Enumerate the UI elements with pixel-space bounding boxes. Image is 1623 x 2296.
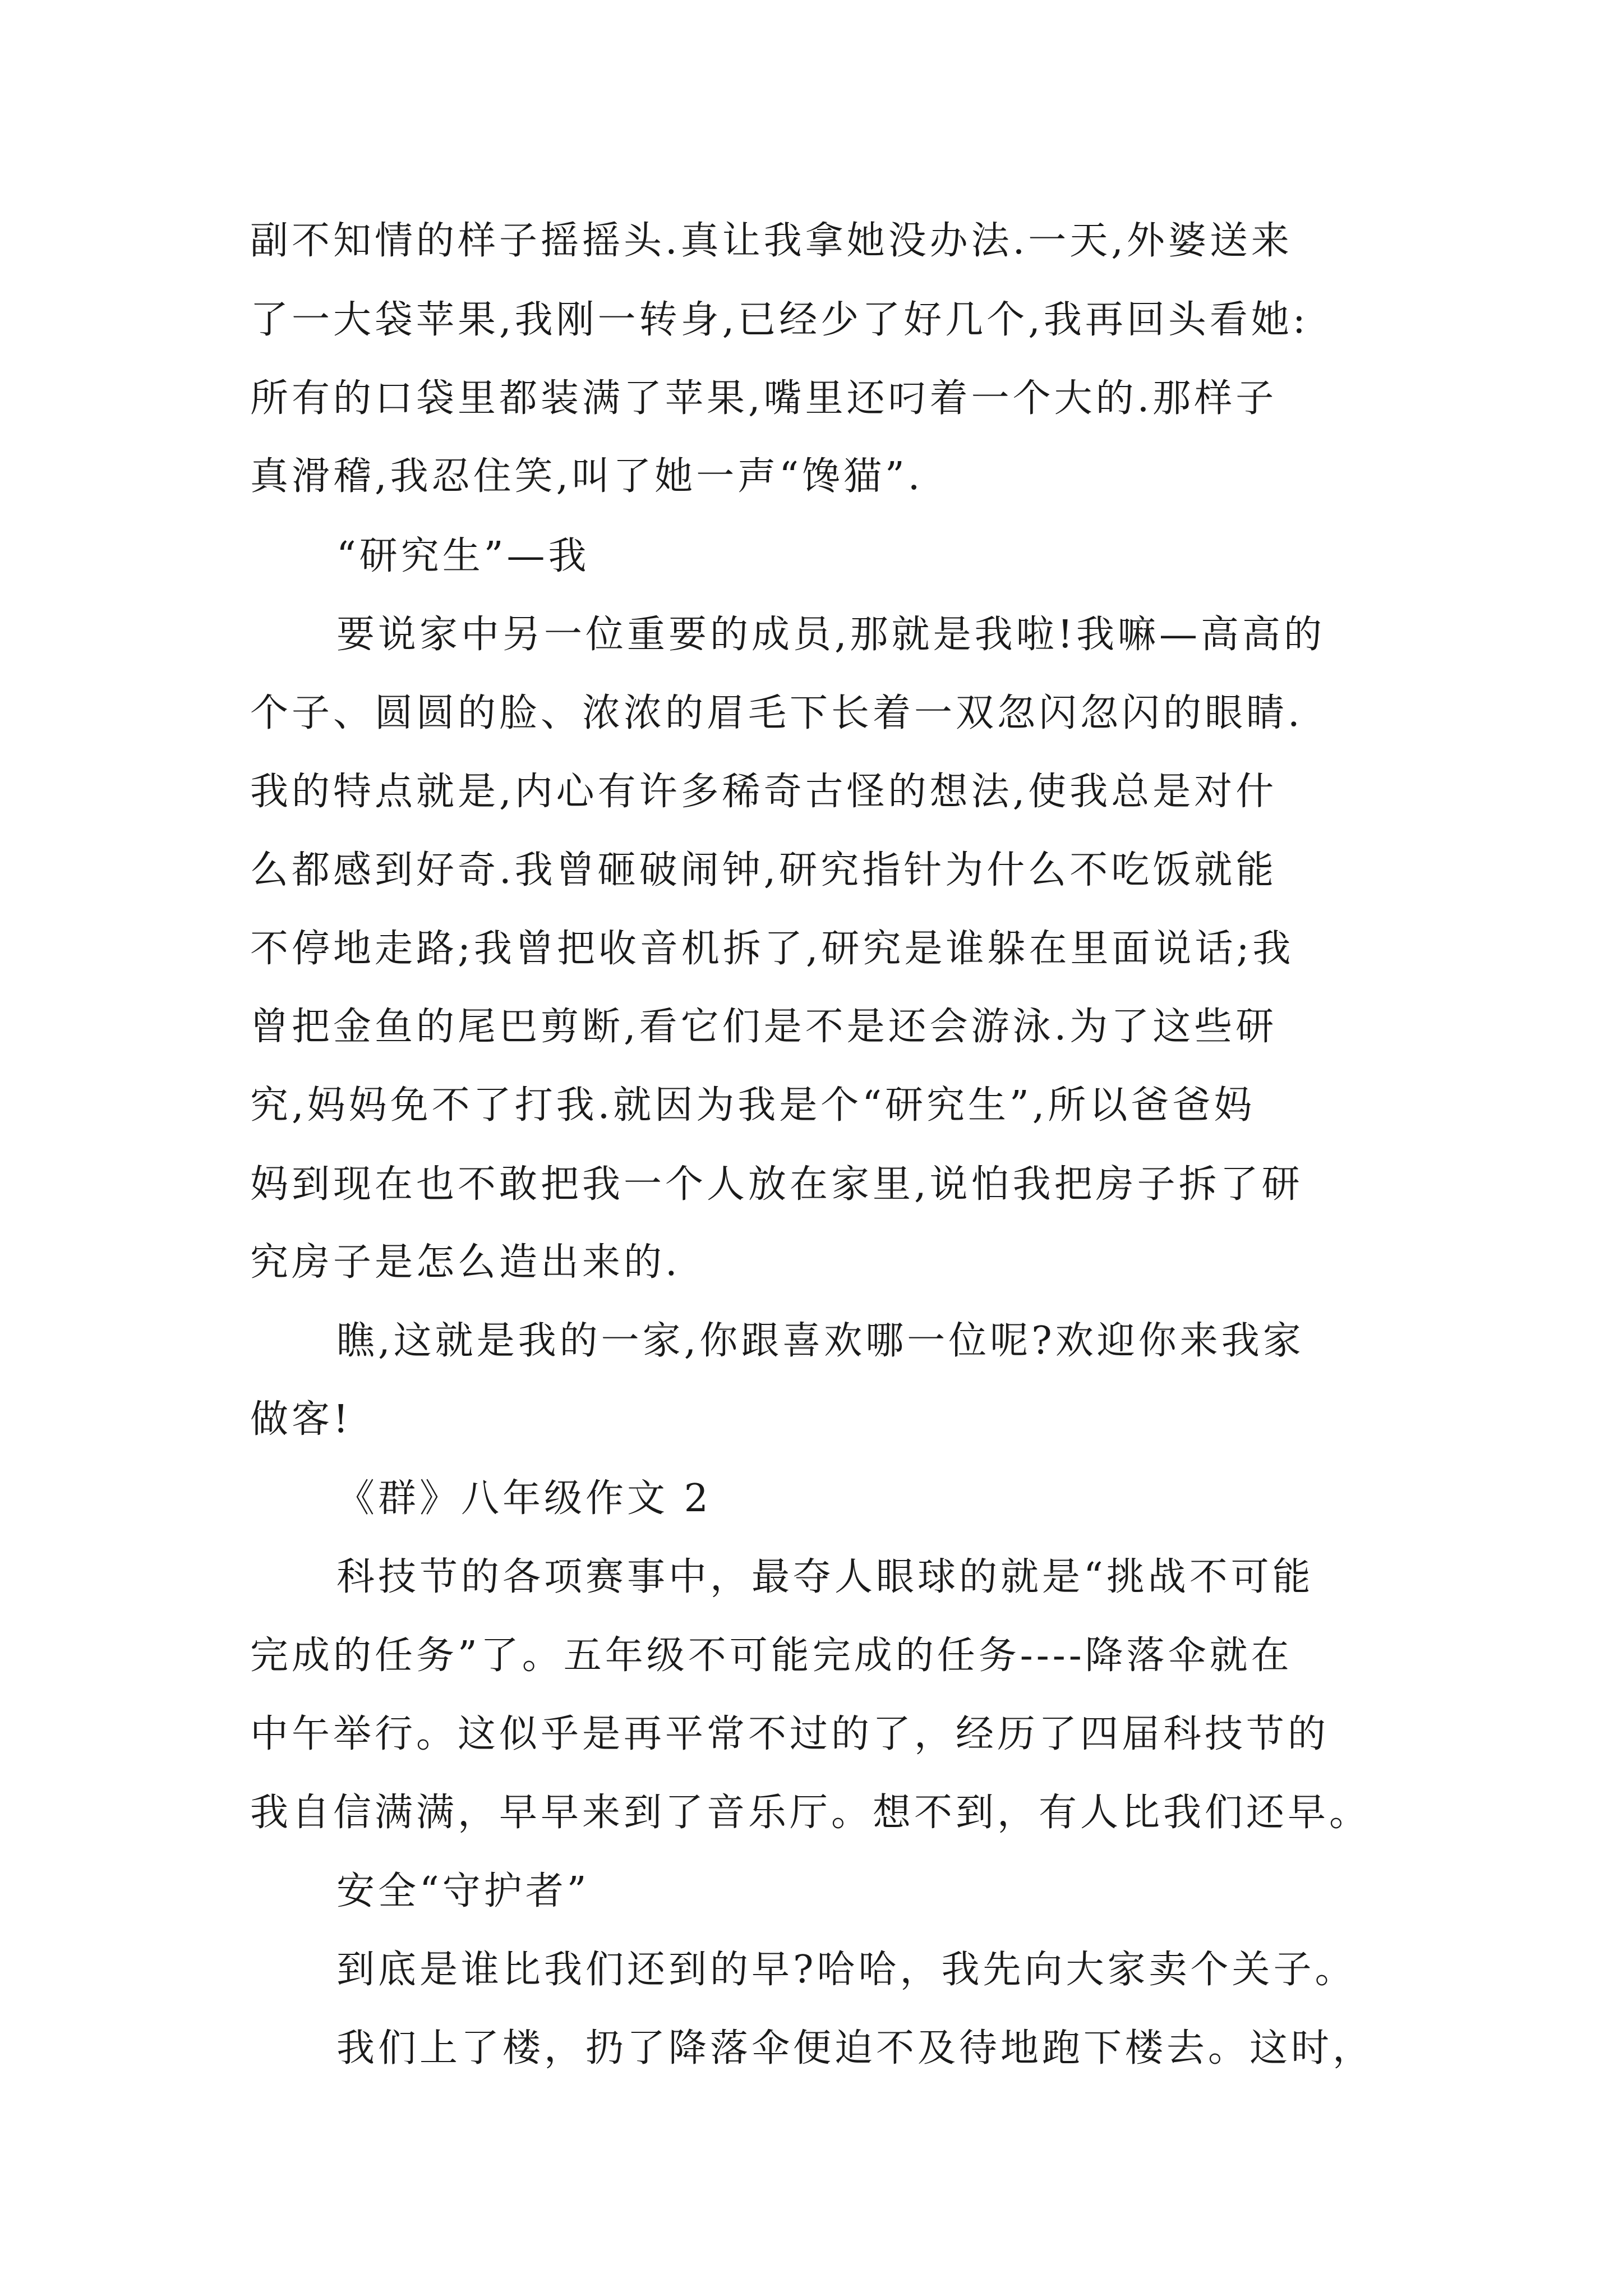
section-heading: “研究生”—我	[336, 534, 590, 578]
text-line: 妈到现在也不敢把我一个人放在家里,说怕我把房子拆了研	[250, 1162, 1303, 1207]
text-line: 副不知情的样子摇摇头.真让我拿她没办法.一天,外婆送来	[250, 219, 1293, 263]
text-line: 要说家中另一位重要的成员,那就是我啦!我嘛—高高的	[336, 613, 1325, 657]
text-line: 了一大袋苹果,我刚一转身,已经少了好几个,我再回头看她:	[250, 298, 1309, 342]
text-line: 究房子是怎么造出来的.	[250, 1240, 681, 1285]
text-line: 我的特点就是,内心有许多稀奇古怪的想法,使我总是对什	[250, 770, 1278, 814]
section-heading: 安全“守护者”	[336, 1869, 590, 1913]
text-line: 科技节的各项赛事中，最夺人眼球的就是“挑战不可能	[336, 1555, 1314, 1599]
text-line: 个子、圆圆的脸、浓浓的眉毛下长着一双忽闪忽闪的眼睛.	[250, 691, 1303, 735]
text-line: 我们上了楼，扔了降落伞便迫不及待地跑下楼去。这时，	[336, 2026, 1375, 2070]
text-line: 不停地走路;我曾把收音机拆了,研究是谁躲在里面说话;我	[250, 927, 1294, 971]
text-line: 曾把金鱼的尾巴剪断,看它们是不是还会游泳.为了这些研	[250, 1005, 1278, 1049]
text-line: 瞧,这就是我的一家,你跟喜欢哪一位呢?欢迎你来我家	[336, 1319, 1304, 1363]
essay-title: 《群》八年级作文 2	[336, 1476, 712, 1521]
text-line: 真滑稽,我忍住笑,叫了她一声“馋猫”.	[250, 454, 924, 499]
text-line: 么都感到好奇.我曾砸破闹钟,研究指针为什么不吃饭就能	[250, 848, 1278, 892]
text-line: 中午举行。这似乎是再平常不过的了，经历了四届科技节的	[250, 1712, 1330, 1756]
text-line: 到底是谁比我们还到的早?哈哈，我先向大家卖个关子。	[336, 1948, 1357, 1992]
text-line: 完成的任务”了。五年级不可能完成的任务----降落伞就在	[250, 1634, 1293, 1678]
text-line: 我自信满满，早早来到了音乐厅。想不到，有人比我们还早。	[250, 1791, 1371, 1835]
text-line: 所有的口袋里都装满了苹果,嘴里还叼着一个大的.那样子	[250, 376, 1278, 421]
text-line: 做客!	[250, 1397, 352, 1442]
text-line: 究,妈妈免不了打我.就因为我是个“研究生”,所以爸爸妈	[250, 1083, 1256, 1128]
